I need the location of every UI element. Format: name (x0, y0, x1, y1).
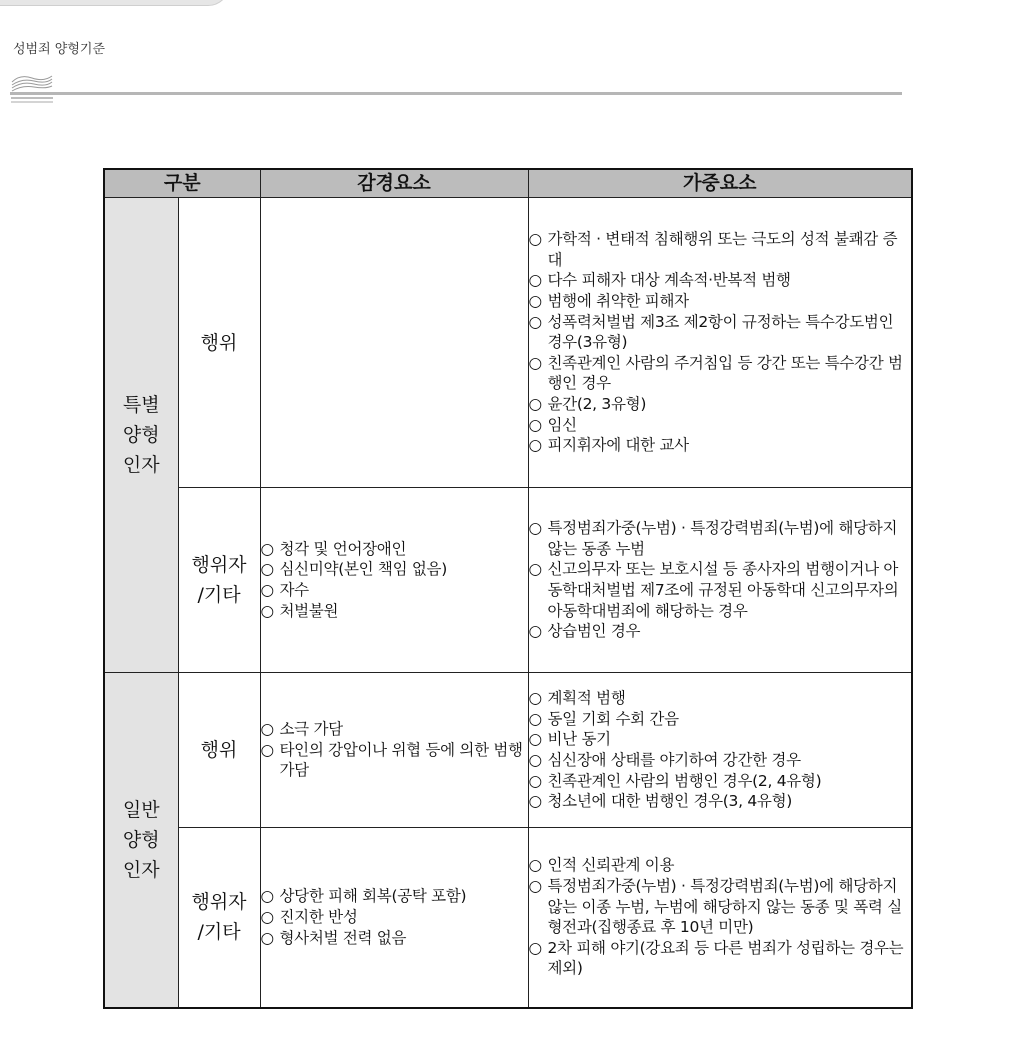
mitigating-item-text: 심신미약(본인 책임 없음) (279, 560, 447, 579)
bullet-icon: ○ (528, 292, 542, 311)
bullet-icon: ○ (260, 740, 274, 759)
mitigating-item (261, 886, 528, 907)
table-header-row (104, 169, 912, 198)
bullet-icon: ○ (528, 394, 542, 413)
subcategory-label-line: 행위 (200, 739, 238, 761)
subcategory-label (178, 673, 260, 828)
bullet-icon: ○ (528, 353, 542, 372)
aggravating-cell (528, 488, 912, 673)
table-row (104, 828, 912, 1008)
bullet-icon: ○ (528, 271, 542, 290)
aggravating-item-text: 청소년에 대한 범행인 경우(3, 4유형) (547, 792, 793, 811)
column-header-category: 구분 (104, 169, 260, 198)
aggravating-item (529, 312, 912, 353)
table-row (104, 198, 912, 488)
mitigating-item (261, 740, 528, 781)
mitigating-item-text: 자수 (279, 581, 309, 599)
bullet-icon: ○ (528, 856, 542, 875)
mitigating-cell (260, 198, 528, 488)
aggravating-item-text: 계획적 범행 (547, 689, 626, 708)
column-header-mitigating: 감경요소 (260, 169, 528, 198)
group-label (104, 198, 178, 673)
mitigating-item (261, 601, 528, 622)
bullet-icon: ○ (260, 560, 274, 579)
subcategory-label-line: 행위 (200, 331, 238, 354)
bullet-icon: ○ (528, 751, 542, 769)
aggravating-item (529, 435, 912, 456)
aggravating-item (529, 938, 912, 979)
aggravating-item-text: 피지휘자에 대한 교사 (547, 436, 689, 455)
header-rule (10, 92, 902, 95)
bullet-icon: ○ (260, 887, 274, 906)
header-ornament-icon (10, 66, 54, 104)
bullet-icon: ○ (528, 622, 542, 641)
aggravating-item-text: 성폭력처벌법 제3조 제2항이 규정하는 특수강도범인 경우(3유형) (547, 312, 894, 352)
mitigating-item (261, 719, 528, 740)
mitigating-item-text: 처벌불원 (279, 601, 339, 620)
mitigating-item-text: 진지한 반성 (279, 907, 358, 926)
aggravating-item-text: 친족관계인 사람의 주거침입 등 강간 또는 특수강간 범행인 경우 (547, 353, 903, 393)
aggravating-item-text: 가학적 · 변태적 침해행위 또는 극도의 성적 불쾌감 증대 (547, 230, 898, 269)
aggravating-item (529, 791, 912, 812)
aggravating-item (529, 270, 912, 291)
aggravating-item (529, 559, 912, 621)
group-label (104, 673, 178, 1008)
aggravating-item-text: 윤간(2, 3유형) (547, 394, 647, 413)
mitigating-item-text: 소극 가담 (279, 720, 343, 739)
mitigating-item (261, 559, 528, 580)
subcategory-label (178, 488, 260, 673)
aggravating-item (529, 394, 912, 415)
aggravating-item-text: 다수 피해자 대상 계속적·반복적 범행 (547, 271, 791, 290)
group-label-line: 특별 (122, 394, 160, 416)
subcategory-label (178, 828, 260, 1008)
bullet-icon: ○ (528, 730, 542, 749)
aggravating-item-text: 비난 동기 (547, 730, 611, 749)
bullet-icon: ○ (528, 771, 542, 790)
top-tab-decoration (0, 0, 230, 6)
mitigating-cell (260, 673, 528, 828)
group-label-line: 양형 (122, 828, 160, 851)
bullet-icon: ○ (528, 230, 542, 249)
bullet-icon: ○ (528, 560, 542, 579)
group-label-line: 양형 (122, 424, 160, 446)
aggravating-item (529, 709, 912, 730)
group-label-line: 인자 (122, 454, 160, 476)
table-row (104, 673, 912, 828)
bullet-icon: ○ (528, 792, 542, 811)
aggravating-item-text: 임신 (547, 415, 577, 434)
bullet-icon: ○ (260, 539, 274, 558)
running-title: 성범죄 양형기준 (13, 42, 106, 57)
mitigating-cell (260, 828, 528, 1008)
aggravating-item (529, 353, 912, 394)
sentencing-factors-table (103, 168, 913, 1009)
aggravating-item (529, 855, 912, 876)
aggravating-item-text: 2차 피해 야기(강요죄 등 다른 범죄가 성립하는 경우는 제외) (547, 938, 904, 978)
aggravating-cell (528, 673, 912, 828)
mitigating-cell (260, 488, 528, 673)
bullet-icon: ○ (260, 581, 274, 599)
subcategory-label-line: 행위자 (191, 554, 247, 576)
mitigating-item (261, 928, 528, 949)
bullet-icon: ○ (260, 601, 274, 620)
aggravating-item (529, 291, 912, 312)
bullet-icon: ○ (528, 312, 542, 331)
aggravating-cell (528, 828, 912, 1008)
aggravating-item-text: 범행에 취약한 피해자 (547, 292, 689, 311)
aggravating-item (529, 771, 912, 792)
column-header-aggravating: 가중요소 (528, 169, 912, 198)
bullet-icon: ○ (528, 519, 542, 538)
aggravating-item-text: 심신장애 상태를 야기하여 강간한 경우 (547, 751, 801, 769)
aggravating-item-text: 상습범인 경우 (547, 622, 641, 641)
mitigating-item-text: 상당한 피해 회복(공탁 포함) (279, 887, 467, 906)
bullet-icon: ○ (528, 709, 542, 728)
group-label-line: 일반 (122, 798, 160, 821)
group-label-line: 인자 (122, 858, 160, 881)
aggravating-item-text: 신고의무자 또는 보호시설 등 종사자의 범행이거나 아동학대처벌법 제7조에 규정된 아동학대 신고의무자의 아동학대범죄에 해당하는 경우 (547, 560, 899, 620)
aggravating-item-text: 인적 신뢰관계 이용 (547, 856, 675, 875)
mitigating-item (261, 539, 528, 560)
subcategory-label-line: /기타 (197, 584, 241, 606)
subcategory-label-line: /기타 (197, 921, 241, 944)
aggravating-item (529, 750, 912, 771)
aggravating-item (529, 621, 912, 642)
mitigating-item (261, 907, 528, 928)
bullet-icon: ○ (528, 689, 542, 708)
subcategory-label-line: 행위자 (191, 891, 247, 914)
bullet-icon: ○ (260, 928, 274, 947)
aggravating-item-text: 동일 기회 수회 간음 (547, 709, 679, 728)
table-body (104, 198, 912, 1008)
bullet-icon: ○ (528, 938, 542, 957)
aggravating-item-text: 특정범죄가중(누범) · 특정강력범죄(누범)에 해당하지 않는 동종 누범 (547, 519, 898, 558)
aggravating-item-text: 특정범죄가중(누범) · 특정강력범죄(누범)에 해당하지 않는 이종 누범, 누범에 해당하지 않는 동종 및 폭력 실형전과(집행종료 후 10년 미만) (547, 877, 902, 937)
bullet-icon: ○ (260, 907, 274, 926)
mitigating-item (261, 580, 528, 601)
bullet-icon: ○ (528, 877, 542, 896)
aggravating-item-text: 친족관계인 사람의 범행인 경우(2, 4유형) (547, 771, 822, 790)
mitigating-item-text: 타인의 강압이나 위협 등에 의한 범행가담 (279, 740, 523, 780)
bullet-icon: ○ (528, 436, 542, 455)
mitigating-item-text: 형사처벌 전력 없음 (279, 928, 407, 947)
subcategory-label (178, 198, 260, 488)
bullet-icon: ○ (260, 720, 274, 739)
aggravating-item (529, 729, 912, 750)
aggravating-item (529, 229, 912, 270)
aggravating-item (529, 518, 912, 559)
table-row (104, 488, 912, 673)
aggravating-item (529, 688, 912, 709)
aggravating-item (529, 415, 912, 436)
mitigating-item-text: 청각 및 언어장애인 (279, 539, 407, 558)
aggravating-item (529, 876, 912, 938)
aggravating-cell (528, 198, 912, 488)
bullet-icon: ○ (528, 415, 542, 434)
